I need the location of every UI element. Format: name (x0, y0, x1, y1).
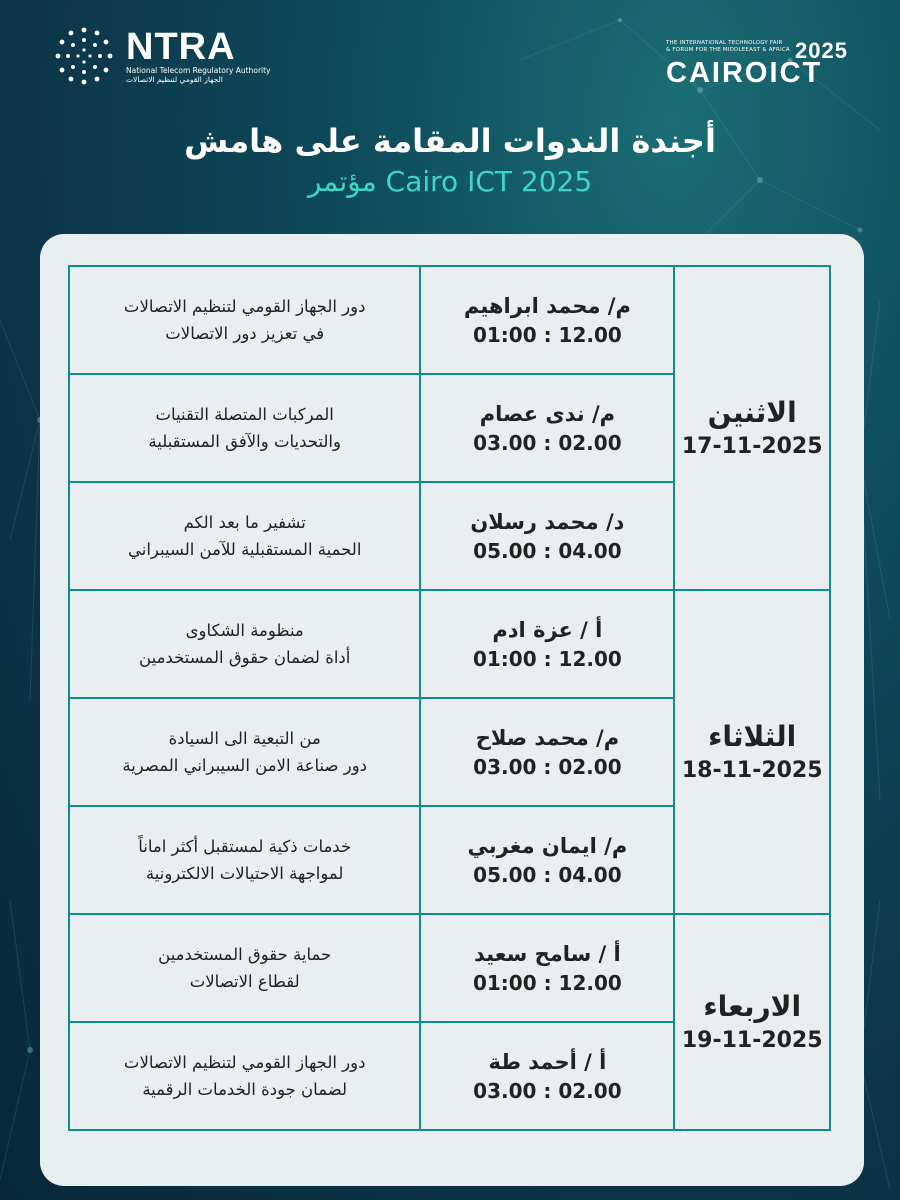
topic-line: الحمية المستقبلية للآمن السيبراني (127, 540, 362, 559)
ict-brand: CAIROICT (666, 57, 823, 89)
page-subtitle: مؤتمر Cairo ICT 2025 (307, 165, 593, 198)
speaker-cell (420, 698, 674, 806)
topic-line: خدمات ذكية لمستقبل أكثر اماناً (138, 837, 352, 856)
speaker-name: د/ محمد رسلان (470, 510, 625, 534)
speaker-cell (420, 590, 674, 698)
ntra-sub-en: National Telecom Regulatory Authority (126, 66, 271, 75)
session-time: 05.00 : 04.00 (473, 863, 622, 887)
table-row (69, 266, 830, 374)
topic-cell (69, 806, 420, 914)
topic-line: في تعزيز دور الاتصالات (165, 324, 325, 343)
topic-line: لقطاع الاتصالات (189, 972, 300, 991)
day-cell (674, 590, 830, 914)
topic-cell (69, 374, 420, 482)
ntra-name: NTRA (126, 26, 236, 68)
cairo-ict-logo (666, 40, 848, 88)
ntra-logo (52, 24, 271, 88)
topic-cell (69, 590, 420, 698)
topic-line: دور الجهاز القومي لتنظيم الاتصالات (123, 297, 366, 316)
topic-cell (69, 482, 420, 590)
session-time: 03.00 : 02.00 (473, 755, 622, 779)
speaker-name: م/ محمد ابراهيم (463, 294, 631, 318)
topic-line: من التبعية الى السيادة (168, 729, 321, 748)
topic-cell (69, 266, 420, 374)
speaker-name: أ / أحمد طة (488, 1050, 607, 1074)
topic-line: والتحديات والآفق المستقبلية (148, 432, 341, 451)
speaker-cell (420, 806, 674, 914)
table-row (69, 914, 830, 1022)
topic-line: المركبات المتصلة التقنيات (155, 405, 334, 424)
day-date: 18-11-2025 (681, 758, 823, 783)
speaker-cell (420, 374, 674, 482)
schedule-table (68, 265, 831, 1131)
topic-line: أداة لضمان حقوق المستخدمين (139, 648, 351, 667)
day-date: 19-11-2025 (681, 1028, 823, 1053)
speaker-name: م/ محمد صلاح (475, 726, 620, 750)
day-name: الاربعاء (703, 990, 802, 1023)
topic-line: دور الجهاز القومي لتنظيم الاتصالات (123, 1053, 366, 1072)
topic-cell (69, 914, 420, 1022)
ntra-sub-ar: الجهاز القومي لتنظيم الاتصالات (126, 75, 223, 84)
ict-year: 2025 (795, 38, 848, 63)
day-date: 17-11-2025 (681, 434, 823, 459)
day-name: الاثنين (707, 396, 797, 429)
topic-line: دور صناعة الامن السيبراني المصرية (122, 756, 368, 775)
page-title: أجندة الندوات المقامة على هامش (184, 122, 716, 160)
speaker-name: م/ ايمان مغربي (467, 834, 628, 858)
speaker-name: أ / عزة ادم (492, 618, 603, 642)
session-time: 03.00 : 02.00 (473, 431, 622, 455)
session-time: 03.00 : 02.00 (473, 1079, 622, 1103)
day-cell (674, 266, 830, 590)
session-time: 01:00 : 12.00 (472, 323, 622, 347)
day-name: الثلاثاء (708, 720, 797, 753)
topic-cell (69, 1022, 420, 1130)
session-time: 05.00 : 04.00 (473, 539, 622, 563)
ict-tagline-1: THE INTERNATIONAL TECHNOLOGY FAIR (666, 40, 783, 46)
topic-line: تشفير ما بعد الكم (183, 513, 306, 532)
topic-line: منظومة الشكاوى (185, 621, 304, 640)
speaker-cell (420, 914, 674, 1022)
topic-cell (69, 698, 420, 806)
table-row (69, 590, 830, 698)
day-cell (674, 914, 830, 1130)
speaker-name: م/ ندى عصام (479, 402, 616, 426)
speaker-name: أ / سامح سعيد (474, 942, 621, 966)
session-time: 01:00 : 12.00 (472, 647, 622, 671)
speaker-cell (420, 266, 674, 374)
topic-line: حماية حقوق المستخدمين (158, 945, 332, 964)
speaker-cell (420, 482, 674, 590)
speaker-cell (420, 1022, 674, 1130)
topic-line: لضمان جودة الخدمات الرقمية (142, 1080, 348, 1099)
ict-tagline-2: & FORUM FOR THE MIDDLEEAST & AFRICA (666, 47, 790, 53)
ntra-dots-icon (52, 24, 116, 88)
session-time: 01:00 : 12.00 (472, 971, 622, 995)
topic-line: لمواجهة الاحتيالات الالكترونية (145, 864, 344, 883)
